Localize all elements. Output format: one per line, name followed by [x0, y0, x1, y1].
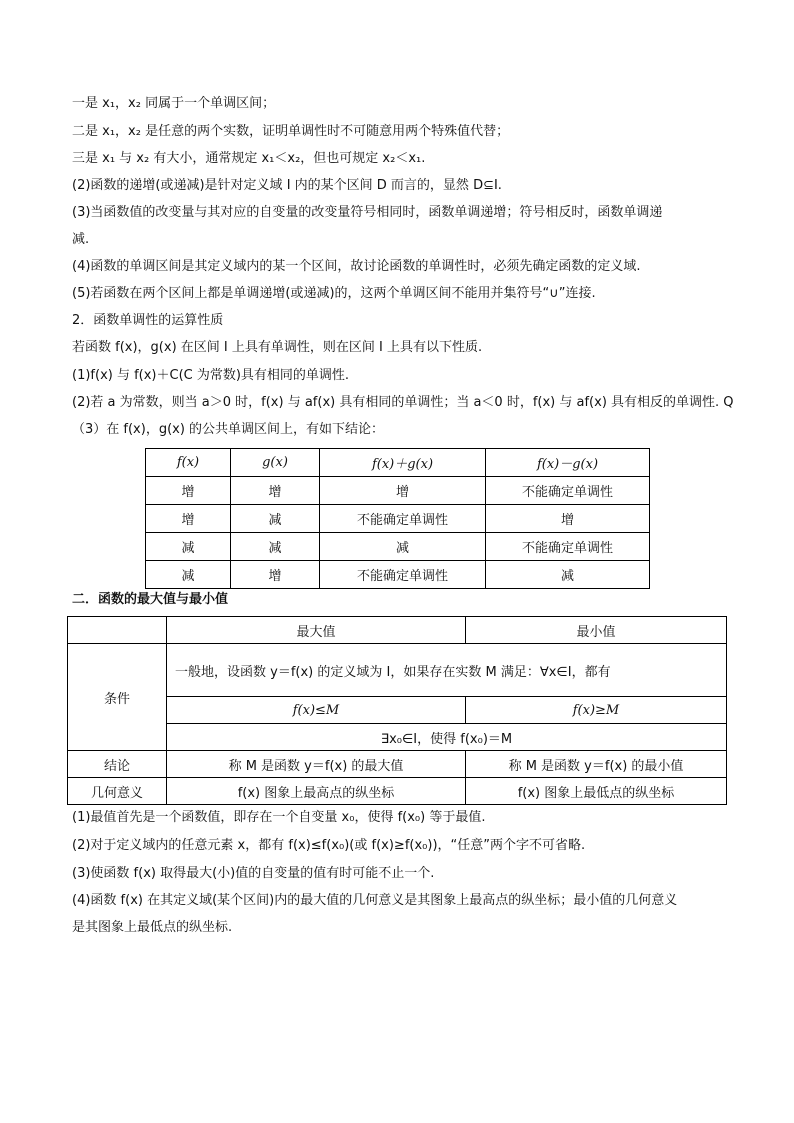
table-header-row	[146, 449, 650, 477]
table-cell: 减	[320, 533, 486, 561]
text-line: 三是 x₁ 与 x₂ 有大小，通常规定 x₁＜x₂，但也可规定 x₂＜x₁.	[72, 151, 426, 166]
note-line: 是其图象上最低点的纵坐标.	[72, 920, 233, 935]
table-cell: 增	[486, 505, 650, 533]
header-max: 最大值	[167, 617, 466, 644]
text-line: 减.	[72, 232, 90, 247]
text-line: (2)若 a 为常数，则当 a＞0 时，f(x) 与 af(x) 具有相同的单调性；当 a＜0 时，f(x) 与 af(x) 具有相反的单调性. Q	[72, 395, 734, 410]
table-row	[146, 477, 650, 505]
table-cell: 不能确定单调性	[320, 561, 486, 589]
table-row	[68, 724, 727, 751]
table-header-cell: f(x)＋g(x)	[320, 449, 486, 477]
table-cell: 增	[146, 505, 231, 533]
table-header-cell: f(x)	[146, 449, 231, 477]
conclusion-max: 称 M 是函数 y＝f(x) 的最大值	[167, 751, 466, 778]
section-heading: 2．函数单调性的运算性质	[72, 313, 224, 328]
condition-label: 条件	[68, 644, 167, 751]
condition-exist: ∃x₀∈I，使得 f(x₀)＝M	[167, 724, 727, 751]
table-cell: 减	[146, 533, 231, 561]
geometry-max: f(x) 图象上最高点的纵坐标	[167, 778, 466, 805]
geometry-label: 几何意义	[68, 778, 167, 805]
text-line: 二是 x₁，x₂ 是任意的两个实数，证明单调性时不可随意用两个特殊值代替；	[72, 124, 510, 139]
table-row	[146, 505, 650, 533]
table-cell: 不能确定单调性	[486, 533, 650, 561]
monotonicity-table	[145, 448, 650, 589]
condition-min: f(x)≥M	[466, 697, 727, 724]
table-row	[68, 644, 727, 697]
table-row	[146, 533, 650, 561]
geometry-min: f(x) 图象上最低点的纵坐标	[466, 778, 727, 805]
header-min: 最小值	[466, 617, 727, 644]
table-row	[68, 751, 727, 778]
max-min-table	[67, 616, 727, 805]
table-cell: 增	[231, 561, 320, 589]
note-line: (3)使函数 f(x) 取得最大(小)值的自变量的值有时可能不止一个.	[72, 866, 435, 881]
condition-text: 一般地，设函数 y＝f(x) 的定义域为 I，如果存在实数 M 满足：∀x∈I，都有	[167, 644, 727, 697]
table-row	[146, 561, 650, 589]
text-line: 若函数 f(x)，g(x) 在区间 I 上具有单调性，则在区间 I 上具有以下性质.	[72, 340, 483, 355]
table-cell: 增	[320, 477, 486, 505]
table-row	[68, 778, 727, 805]
conclusion-label: 结论	[68, 751, 167, 778]
note-line: (1)最值首先是一个函数值，即存在一个自变量 x₀，使得 f(x₀) 等于最值.	[72, 810, 486, 825]
table-cell: 减	[231, 533, 320, 561]
section-title: 二．函数的最大值与最小值	[72, 592, 229, 607]
table-header-cell: f(x)－g(x)	[486, 449, 650, 477]
text-line: （3）在 f(x)，g(x) 的公共单调区间上，有如下结论：	[72, 422, 385, 437]
table-corner-cell	[68, 617, 167, 644]
table-cell: 减	[486, 561, 650, 589]
text-line: (5)若函数在两个区间上都是单调递增(或递减)的，这两个单调区间不能用并集符号“∪”连接.	[72, 286, 596, 301]
table-cell: 减	[231, 505, 320, 533]
text-line: 一是 x₁，x₂ 同属于一个单调区间；	[72, 96, 276, 111]
condition-max: f(x)≤M	[167, 697, 466, 724]
text-line: (2)函数的递增(或递减)是针对定义域 I 内的某个区间 D 而言的，显然 D⊆I.	[72, 178, 502, 193]
text-line: (3)当函数值的改变量与其对应的自变量的改变量符号相同时，函数单调递增；符号相反时，函数单调递	[72, 205, 663, 220]
text-line: (1)f(x) 与 f(x)＋C(C 为常数)具有相同的单调性.	[72, 368, 350, 383]
conclusion-min: 称 M 是函数 y＝f(x) 的最小值	[466, 751, 727, 778]
text-line: (4)函数的单调区间是其定义域内的某一个区间，故讨论函数的单调性时，必须先确定函数的定义域.	[72, 259, 641, 274]
table-cell: 不能确定单调性	[320, 505, 486, 533]
table-row	[68, 697, 727, 724]
table-header-row	[68, 617, 727, 644]
table-header-cell: g(x)	[231, 449, 320, 477]
table-cell: 增	[231, 477, 320, 505]
table-cell: 减	[146, 561, 231, 589]
note-line: (2)对于定义域内的任意元素 x，都有 f(x)≤f(x₀)(或 f(x)≥f(x₀))，“任意”两个字不可省略.	[72, 838, 586, 853]
table-cell: 增	[146, 477, 231, 505]
table-cell: 不能确定单调性	[486, 477, 650, 505]
note-line: (4)函数 f(x) 在其定义域(某个区间)内的最大值的几何意义是其图象上最高点的纵坐标；最小值的几何意义	[72, 893, 678, 908]
